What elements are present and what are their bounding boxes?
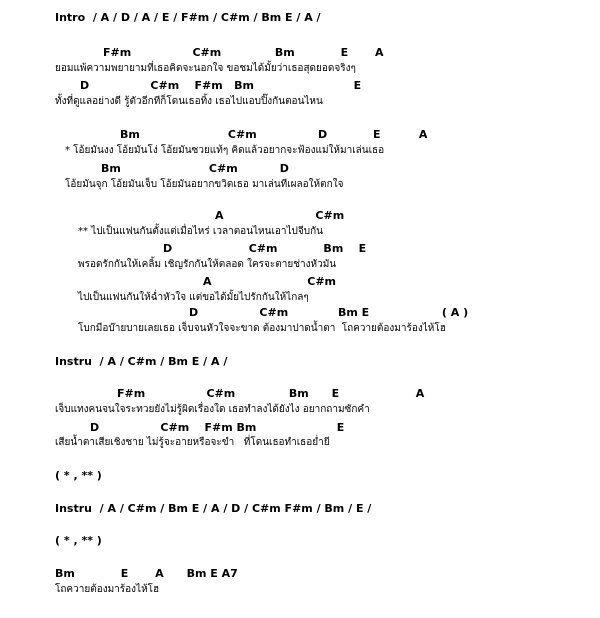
chord-line: F#m C#m Bm E A (103, 46, 384, 59)
chord-line: Bm C#m D (101, 162, 289, 175)
lyric-line: ** ไปเป็นแฟนกันตั้งแต่เมื่อไหร่ เวลาตอนไหนเอาไปจีบกัน (78, 226, 323, 237)
chord-line: Bm E A Bm E A7 (55, 567, 238, 580)
chord-line: D C#m F#m Bm E (90, 421, 345, 434)
chord-line: Bm C#m D E A (120, 128, 428, 141)
chord-line: F#m C#m Bm E A (117, 387, 425, 400)
instru-line: Instru / A / C#m / Bm E / A / (55, 355, 228, 368)
instru-line: Instru / A / C#m / Bm E / A / D / C#m F#m / Bm / E / (55, 502, 372, 515)
lyric-line: ทั้งที่ดูแลอย่างดี รู้ตัวอีกทีก็โดนเธอทิ้ง เธอไปแอบปิ๊งกันตอนไหน (55, 96, 323, 107)
lyric-line: เจ็บแทงคนจนใจระทวยยังไม่รู้ผิดเรื่องใด เธอทำลงได้ยังไง อยากถามซักคำ (55, 404, 370, 415)
chord-line: D C#m Bm E ( A ) (189, 306, 469, 319)
lyric-line: ยอมแพ้ความพยายามที่เธอคิดจะนอกใจ ขอชมได้มั้ยว่าเธอสุดยอดจริงๆ (55, 63, 356, 74)
chord-line: A C#m (215, 209, 345, 222)
chorus-repeat: ( * , ** ) (55, 534, 102, 547)
lyric-line: โบกมือบ๊ายบายเลยเธอ เจ็บจนหัวใจจะขาด ต้องมาปาดน้ำตา โถควายต้องมาร้องไห้โฮ (78, 323, 446, 334)
intro-line: Intro / A / D / A / E / F#m / C#m / Bm E / A / (55, 11, 321, 24)
lyric-line: ไปเป็นแฟนกันให้ฉ่ำหัวใจ แต่ขอได้มั้ยไปรักกันให้ไกลๆ (78, 292, 309, 303)
lyric-line: เสียน้ำตาเสียเชิงชาย ไม่รู้จะอายหรือจะขำ ที่โดนเธอทำเธอย่ำยี (55, 437, 330, 448)
chord-line: D C#m F#m Bm E (80, 79, 362, 92)
chord-line: A C#m (203, 275, 337, 288)
lyric-line: โอ้ยมันจุก โอ้ยมันเจ็บ โอ้ยมันอยากขวิดเธอ มาเล่นทีเผลอให้ตกใจ (65, 179, 344, 190)
chord-line: D C#m Bm E (163, 242, 367, 255)
chorus-repeat: ( * , ** ) (55, 469, 102, 482)
lyric-line: * โอ้ยมันงง โอ้ยมันโง่ โอ้ยมันซวยแท้ๆ คิดแล้วอยากจะฟ้องแม่ให้มาเล่นเธอ (65, 145, 385, 156)
lyric-line: โถควายต้องมาร้องไห้โฮ (55, 584, 160, 595)
lyric-line: พรอดรักกันให้เคลิ้ม เชิญรักกันให้ตลอด ใครจะตายช่างหัวมัน (78, 259, 337, 270)
